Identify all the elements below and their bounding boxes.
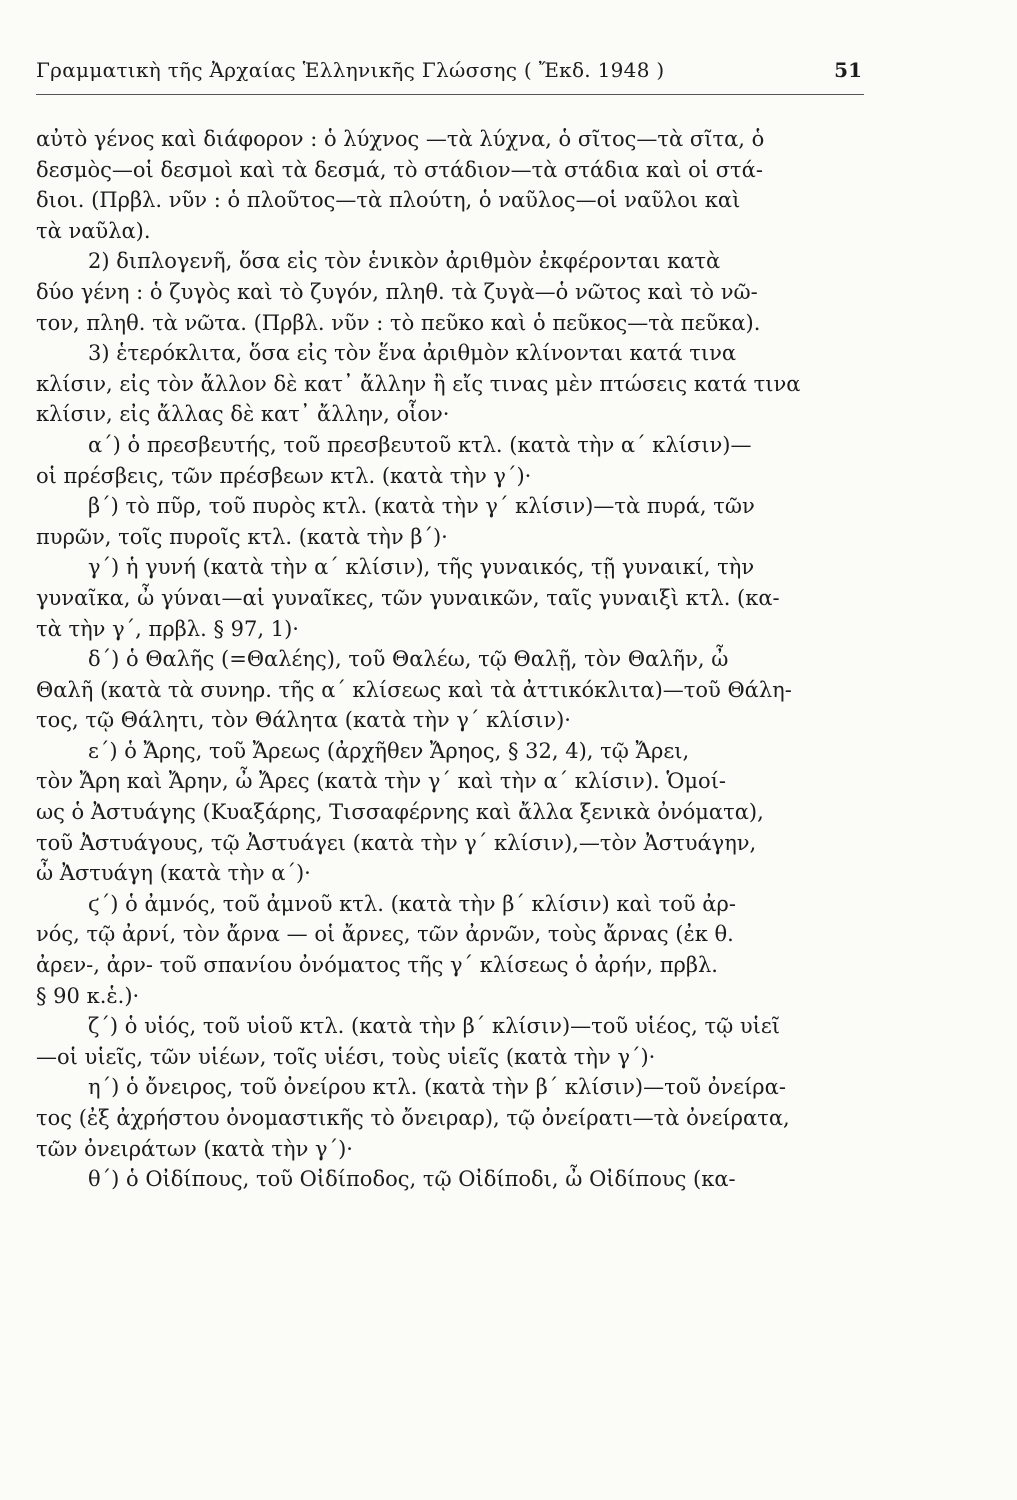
running-header	[36, 58, 864, 95]
text-line: Θαλῆ (κατὰ τὰ συνηρ. τῆς α´ κλίσεως καὶ τὰ ἀττικόκλιτα)—τοῦ Θάλη-	[36, 677, 792, 702]
text-line: 3) ἑτερόκλιτα, ὅσα εἰς τὸν ἕνα ἀριθμὸν κλίνονται κατά τινα	[88, 341, 737, 366]
header-title: Γραμματικὴ τῆς Ἀρχαίας Ἑλληνικῆς Γλώσσης ( Ἔκδ. 1948 )	[36, 58, 665, 82]
text-line: δύο γένη : ὁ ζυγὸς καὶ τὸ ζυγόν, πληθ. τὰ ζυγὰ—ὁ νῶτος καὶ τὸ νῶ-	[36, 279, 758, 304]
text-line: γυναῖκα, ὦ γύναι—αἱ γυναῖκες, τῶν γυναικῶν, ταῖς γυναιξὶ κτλ. (κα-	[36, 585, 780, 610]
body-text	[36, 124, 876, 1195]
text-line: ὦ Ἀστυάγη (κατὰ τὴν α´)·	[36, 861, 311, 886]
text-line: ζ´) ὁ υἱός, τοῦ υἱοῦ κτλ. (κατὰ τὴν β´ κλίσιν)—τοῦ υἱέος, τῷ υἱεῖ	[88, 1014, 781, 1039]
text-line: τὰ τὴν γ´, πρβλ. § 97, 1)·	[36, 616, 299, 641]
text-line: 2) διπλογενῆ, ὅσα εἰς τὸν ἑνικὸν ἀριθμὸν ἐκφέρονται κατὰ	[88, 249, 721, 274]
text-line: τὸν Ἄρη καὶ Ἄρην, ὦ Ἄρες (κατὰ τὴν γ´ καὶ τὴν α´ κλίσιν). Ὁμοί-	[36, 769, 727, 794]
text-line: ως ὁ Ἀστυάγης (Κυαξάρης, Τισσαφέρνης καὶ ἄλλα ξενικὰ ὀνόματα),	[36, 800, 764, 825]
text-line: —οἱ υἱεῖς, τῶν υἱέων, τοῖς υἱέσι, τοὺς υἱεῖς (κατὰ τὴν γ´)·	[36, 1044, 656, 1069]
text-line: διοι. (Πρβλ. νῦν : ὁ πλοῦτος—τὰ πλούτη, ὁ ναῦλος—οἱ ναῦλοι καὶ	[36, 188, 741, 213]
text-line: πυρῶν, τοῖς πυροῖς κτλ. (κατὰ τὴν β´)·	[36, 524, 448, 549]
text-line: κλίσιν, εἰς τὸν ἄλλον δὲ κατ᾽ ἄλλην ἢ εἴς τινας μὲν πτώσεις κατά τινα	[36, 371, 801, 396]
text-line: κλίσιν, εἰς ἄλλας δὲ κατ᾽ ἄλλην, οἷον·	[36, 402, 450, 427]
text-line: τον, πληθ. τὰ νῶτα. (Πρβλ. νῦν : τὸ πεῦκο καὶ ὁ πεῦκος—τὰ πεῦκα).	[36, 310, 761, 335]
text-line: νός, τῷ ἀρνί, τὸν ἄρνα — οἱ ἄρνες, τῶν ἀρνῶν, τοὺς ἄρνας (ἐκ θ.	[36, 922, 734, 947]
text-line: οἱ πρέσβεις, τῶν πρέσβεων κτλ. (κατὰ τὴν γ´)·	[36, 463, 532, 488]
text-line: τῶν ὀνειράτων (κατὰ τὴν γ´)·	[36, 1136, 353, 1161]
page-number: 51	[834, 58, 862, 82]
text-line: β´) τὸ πῦρ, τοῦ πυρὸς κτλ. (κατὰ τὴν γ´ κλίσιν)—τὰ πυρά, τῶν	[88, 494, 755, 519]
text-line: τος, τῷ Θάλητι, τὸν Θάλητα (κατὰ τὴν γ´ κλίσιν)·	[36, 708, 571, 733]
text-line: α´) ὁ πρεσβευτής, τοῦ πρεσβευτοῦ κτλ. (κατὰ τὴν α´ κλίσιν)—	[88, 432, 752, 457]
text-line: ϛ´) ὁ ἀμνός, τοῦ ἀμνοῦ κτλ. (κατὰ τὴν β´ κλίσιν) καὶ τοῦ ἀρ-	[88, 891, 736, 916]
text-line: δεσμὸς—οἱ δεσμοὶ καὶ τὰ δεσμά, τὸ στάδιον—τὰ στάδια καὶ οἱ στά-	[36, 157, 763, 182]
text-line: τὰ ναῦλα).	[36, 218, 151, 243]
text-line: ε´) ὁ Ἄρης, τοῦ Ἄρεως (ἀρχῆθεν Ἄρηος, § 32, 4), τῷ Ἄρει,	[88, 738, 690, 763]
text-line: γ´) ἡ γυνή (κατὰ τὴν α´ κλίσιν), τῆς γυναικός, τῇ γυναικί, τὴν	[88, 555, 755, 580]
text-line: θ´) ὁ Οἰδίπους, τοῦ Οἰδίποδος, τῷ Οἰδίποδι, ὦ Οἰδίπους (κα-	[88, 1167, 736, 1192]
text-line: § 90 κ.ἑ.)·	[36, 983, 140, 1008]
text-line: ἀρεν-, ἀρν- τοῦ σπανίου ὀνόματος τῆς γ´ κλίσεως ὁ ἀρήν, πρβλ.	[36, 953, 718, 978]
text-line: τος (ἐξ ἀχρήστου ὀνομαστικῆς τὸ ὄνειραρ), τῷ ὀνείρατι—τὰ ὀνείρατα,	[36, 1106, 790, 1130]
text-line: τοῦ Ἀστυάγους, τῷ Ἀστυάγει (κατὰ τὴν γ´ κλίσιν),—τὸν Ἀστυάγην,	[36, 830, 757, 855]
text-line: αὐτὸ γένος καὶ διάφορον : ὁ λύχνος —τὰ λύχνα, ὁ σῖτος—τὰ σῖτα, ὁ	[36, 127, 765, 151]
text-line: δ´) ὁ Θαλῆς (=Θαλέης), τοῦ Θαλέω, τῷ Θαλῇ, τὸν Θαλῆν, ὦ	[88, 647, 729, 672]
text-line: η´) ὁ ὄνειρος, τοῦ ὀνείρου κτλ. (κατὰ τὴν β´ κλίσιν)—τοῦ ὀνείρα-	[88, 1075, 786, 1100]
